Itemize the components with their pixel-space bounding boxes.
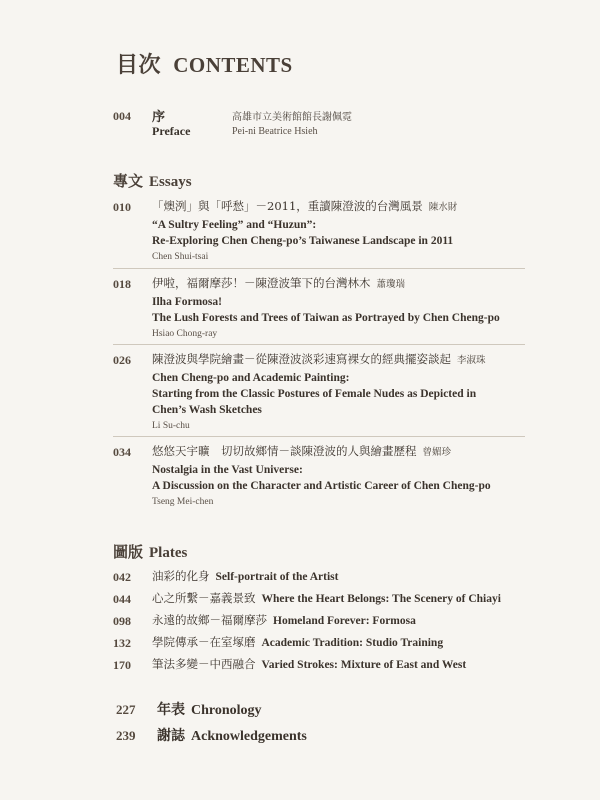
divider xyxy=(113,344,525,345)
chronology-title[interactable]: 年表 Chronology xyxy=(157,702,262,718)
divider xyxy=(113,436,525,437)
essay-1-author-en: Chen Shui-tsai xyxy=(152,252,209,262)
plate-3-page[interactable]: 098 xyxy=(113,614,131,628)
plate-1-title[interactable]: 油彩的化身 Self-portrait of the Artist xyxy=(152,569,339,583)
essay-3-author-en: Li Su-chu xyxy=(152,421,190,431)
plate-4-title[interactable]: 學院傳承－在室塚磨 Academic Tradition: Studio Training xyxy=(152,635,444,649)
essay-3-title-en[interactable]: Chen Cheng-po and Academic Painting: Starting from the Classic Postures of Female Nudes as Depicted in Chen’s Wash Sketches xyxy=(152,372,477,416)
essay-3-page[interactable]: 026 xyxy=(113,353,131,367)
preface-title-en[interactable]: Preface xyxy=(152,124,191,138)
plate-3-title[interactable]: 永遠的故鄉－福爾摩莎 Homeland Forever: Formosa xyxy=(152,613,416,627)
plate-4-page[interactable]: 132 xyxy=(113,636,131,650)
preface-title-zh[interactable]: 序 xyxy=(152,110,166,125)
plate-2-page[interactable]: 044 xyxy=(113,592,131,606)
divider xyxy=(113,268,525,269)
preface-author-zh: 高雄市立美術館館長謝佩霓 xyxy=(232,112,352,123)
title-zh: 目次 xyxy=(116,52,162,78)
essay-4-page[interactable]: 034 xyxy=(113,445,131,459)
essay-1-title-zh[interactable]: 「燠洌」與「呼愁」－2011，重讀陳澄波的台灣風景 陳水財 xyxy=(152,199,458,213)
essays-heading: 專文 Essays xyxy=(113,172,192,190)
preface-page-number[interactable]: 004 xyxy=(113,109,131,123)
page-title xyxy=(116,48,293,79)
chronology-page[interactable]: 227 xyxy=(116,702,136,717)
essay-2-page[interactable]: 018 xyxy=(113,277,131,291)
plate-5-page[interactable]: 170 xyxy=(113,658,131,672)
essay-4-author-en: Tseng Mei-chen xyxy=(152,497,214,507)
plates-heading: 圖版 Plates xyxy=(113,543,188,561)
essay-1-page[interactable]: 010 xyxy=(113,200,131,214)
essay-3-title-zh[interactable]: 陳澄波與學院繪畫－從陳澄波淡彩速寫裸女的經典擺姿談起 李淑珠 xyxy=(152,352,486,366)
plate-1-page[interactable]: 042 xyxy=(113,570,131,584)
preface-author-en: Pei-ni Beatrice Hsieh xyxy=(232,126,318,137)
essay-2-title-zh[interactable]: 伊啦，福爾摩莎！－陳澄波筆下的台灣林木 蕭瓊瑞 xyxy=(152,276,406,290)
plate-2-title[interactable]: 心之所繫－嘉義景致 Where the Heart Belongs: The Scenery of Chiayi xyxy=(152,591,501,605)
essay-2-title-en[interactable]: Ilha Formosa! The Lush Forests and Trees of Taiwan as Portrayed by Chen Cheng-po xyxy=(152,296,500,324)
acknowledgements-title[interactable]: 謝誌 Acknowledgements xyxy=(157,728,307,744)
essay-2-author-en: Hsiao Chong-ray xyxy=(152,329,218,339)
essay-1-title-en[interactable]: “A Sultry Feeling” and “Huzun”: Re-Exploring Chen Cheng-po’s Taiwanese Landscape in 2011 xyxy=(152,219,454,247)
essay-4-title-en[interactable]: Nostalgia in the Vast Universe: A Discussion on the Character and Artistic Career of Chen Cheng-po xyxy=(152,464,491,492)
plate-5-title[interactable]: 筆法多變－中西融合 Varied Strokes: Mixture of East and West xyxy=(152,657,467,671)
title-en: CONTENTS xyxy=(173,53,293,77)
acknowledgements-page[interactable]: 239 xyxy=(116,728,136,743)
essay-4-title-zh[interactable]: 悠悠天宇曠 切切故鄉情－談陳澄波的人與繪畫歷程 曾媚珍 xyxy=(152,444,452,458)
